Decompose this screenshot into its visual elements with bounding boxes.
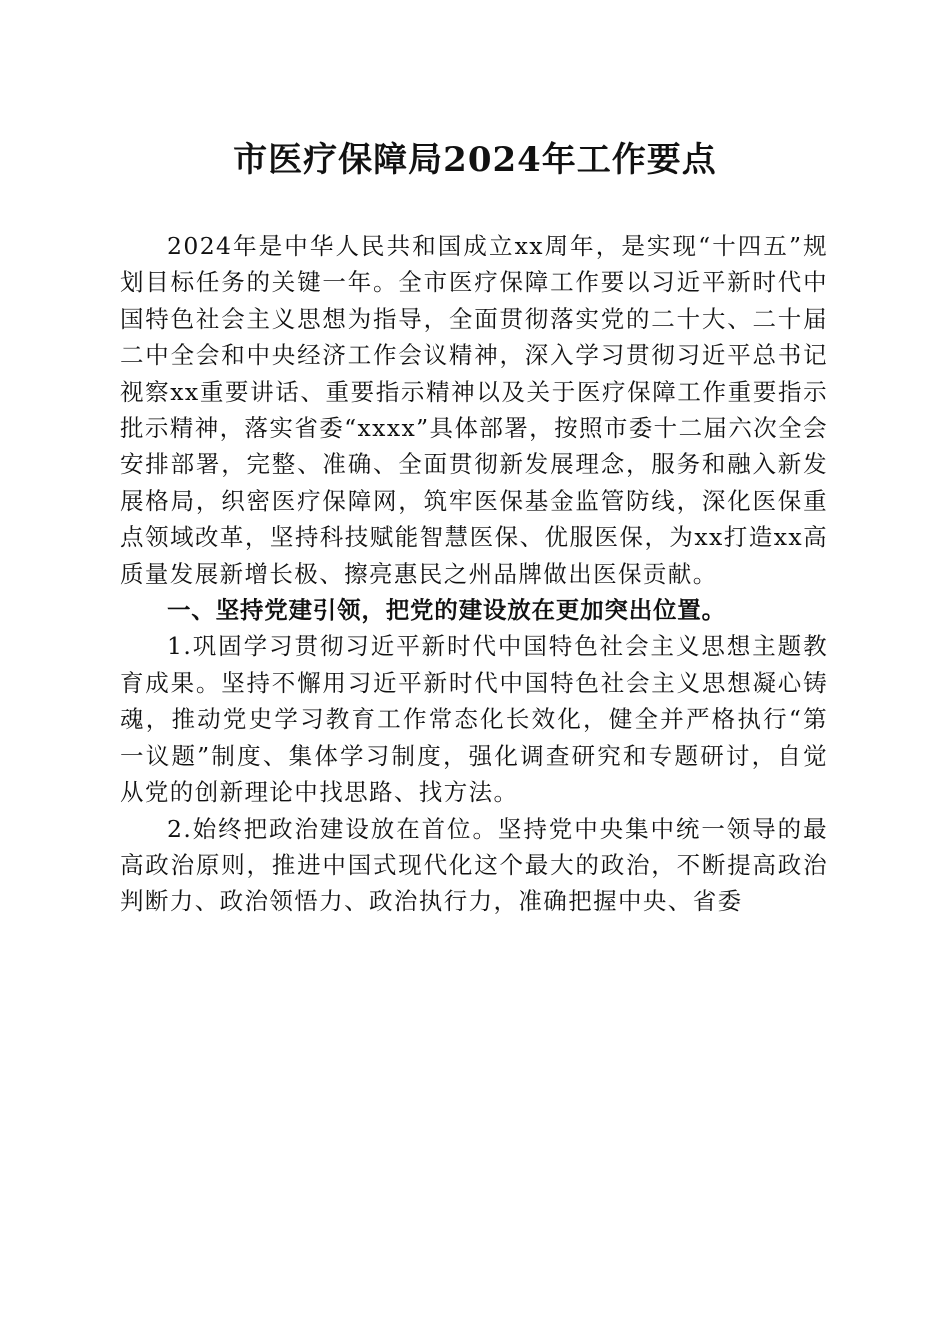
- section-heading: 一、坚持党建引领，把党的建设放在更加突出位置。: [167, 596, 726, 625]
- item-paragraph-1: 1.巩固学习贯彻习近平新时代中国特色社会主义思想主题教育成果。坚持不懈用习近平新时代中国特色社会主义思想凝心铸魂，推动党史学习教育工作常态化长效化，健全并严格执行“第一议题”制度、集体学习制度，强化调查研究和专题研讨，自觉从党的创新理论中找思路、找方法。: [120, 632, 828, 807]
- intro-paragraph: 2024年是中华人民共和国成立xx周年，是实现“十四五”规划目标任务的关键一年。全市医疗保障工作要以习近平新时代中国特色社会主义思想为指导，全面贯彻落实党的二十大、二十届二中全会和中央经济工作会议精神，深入学习贯彻习近平总书记视察xx重要讲话、重要指示精神以及关于医疗保障工作重要指示批示精神，落实省委“xxxx”具体部署，按照市委十二届六次全会安排部署，完整、准确、全面贯彻新发展理念，服务和融入新发展格局，织密医疗保障网，筑牢医保基金监管防线，深化医保重点领域改革，坚持科技赋能智慧医保、优服医保，为xx打造xx高质量发展新增长极、擦亮惠民之州品牌做出医保贡献。: [120, 232, 828, 588]
- document-title: 市医疗保障局2024年工作要点: [233, 140, 717, 180]
- item-paragraph-2: 2.始终把政治建设放在首位。坚持党中央集中统一领导的最高政治原则，推进中国式现代化这个最大的政治，不断提高政治判断力、政治领悟力、政治执行力，准确把握中央、省委: [120, 814, 828, 916]
- document-body: [120, 228, 828, 920]
